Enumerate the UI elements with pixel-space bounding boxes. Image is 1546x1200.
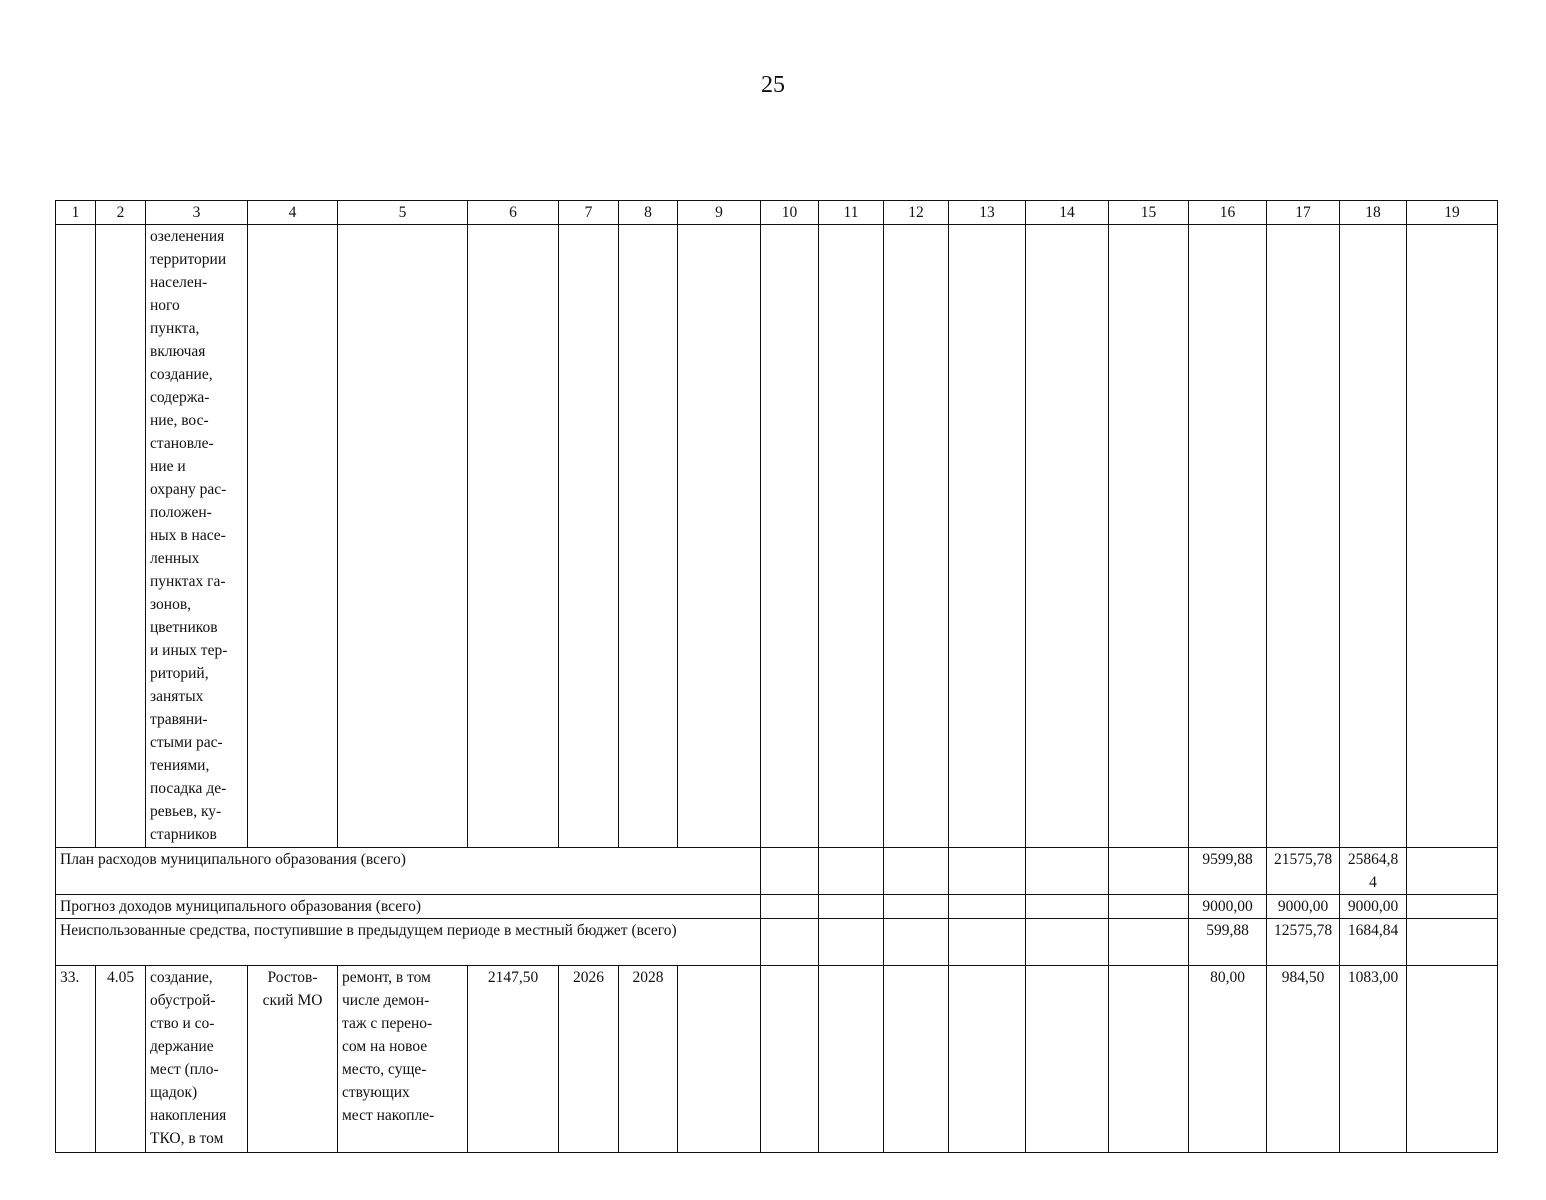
header-cell: 14 (1026, 201, 1109, 225)
table-cell (619, 225, 678, 848)
table-cell (96, 225, 146, 848)
summary-row-income (56, 895, 1498, 919)
table-cell (1026, 225, 1109, 848)
table-cell (559, 225, 619, 848)
header-cell: 17 (1267, 201, 1340, 225)
header-cell: 16 (1189, 201, 1267, 225)
cell-text-line: ние, вос- (150, 412, 209, 429)
cell-text-line: ние и (150, 458, 186, 475)
cell-text-line: накопления (150, 1107, 227, 1124)
table-cell (1407, 966, 1498, 1153)
cell-text-line: ремонт, в том (342, 969, 431, 986)
header-cell: 15 (1109, 201, 1189, 225)
header-cell: 7 (559, 201, 619, 225)
cell-text-line: обустрой- (150, 992, 216, 1009)
cell-text-line: таж с перено- (342, 1015, 433, 1032)
header-cell: 8 (619, 201, 678, 225)
table-cell (884, 225, 949, 848)
cell-text-line: включая (150, 343, 206, 360)
cell-text-line: старников (150, 826, 217, 843)
table-cell (761, 895, 819, 919)
table-cell (1340, 225, 1407, 848)
cell-text-line: зонов, (150, 596, 192, 613)
cell-text-line: ский МО (262, 992, 323, 1009)
header-cell: 1 (56, 201, 96, 225)
cell-text-line: населен- (150, 274, 208, 291)
table-cell (761, 848, 819, 895)
value-cell: 80,00 (1189, 966, 1267, 1153)
municipality-cell (248, 966, 338, 1153)
table-cell (949, 966, 1026, 1153)
cell-text-line: ных в насе- (150, 527, 226, 544)
cell-text-line: пунктах га- (150, 573, 226, 590)
cell-text-line: создание, (150, 366, 213, 383)
table-cell (884, 848, 949, 895)
start-year-cell: 2026 (559, 966, 619, 1153)
table-cell (1026, 895, 1109, 919)
page-number: 25 (761, 72, 785, 98)
cell-text-line: занятых (150, 688, 204, 705)
value-cell: 9599,88 (1189, 848, 1267, 895)
table-cell (468, 225, 559, 848)
table-cell (1109, 966, 1189, 1153)
header-row (56, 201, 1498, 225)
summary-label: Неиспользованные средства, поступившие в предыдущем периоде в местный бюджет (всего) (56, 919, 761, 966)
cell-text-line: стыми рас- (150, 734, 223, 751)
value-cell: 9000,00 (1267, 895, 1340, 919)
table-cell (1026, 919, 1109, 966)
table-cell (1026, 848, 1109, 895)
header-cell: 19 (1407, 201, 1498, 225)
activity-description-cell (146, 225, 248, 848)
cell-text-line: становле- (150, 435, 214, 452)
table-cell (884, 895, 949, 919)
table-cell (949, 848, 1026, 895)
cost-cell: 2147,50 (468, 966, 559, 1153)
table-cell (1109, 848, 1189, 895)
table-cell (1026, 966, 1109, 1153)
activity-description-cell (146, 966, 248, 1153)
header-cell: 10 (761, 201, 819, 225)
work-description-cell (338, 966, 468, 1153)
table-row-continuation (56, 225, 1498, 848)
cell-text-line: ТКО, в том (150, 1130, 224, 1147)
cell-text-line: тениями, (150, 757, 210, 774)
header-cell: 9 (678, 201, 761, 225)
cell-text-line: ного (150, 297, 180, 314)
cell-text-line: ленных (150, 550, 200, 567)
header-cell: 12 (884, 201, 949, 225)
header-cell: 4 (248, 201, 338, 225)
table-cell (338, 225, 468, 848)
cell-text-line: риторий, (150, 665, 209, 682)
header-cell: 2 (96, 201, 146, 225)
summary-label: Прогноз доходов муниципального образования (всего) (56, 895, 761, 919)
value-cell: 25864,84 (1340, 848, 1407, 895)
table-cell (56, 225, 96, 848)
cell-text-line: Ростов- (267, 969, 318, 986)
table-cell (819, 966, 884, 1153)
cell-text-line: ствующих (342, 1084, 410, 1101)
cell-text-line: сом на новое (342, 1038, 428, 1055)
table-cell (1109, 225, 1189, 848)
cell-text-line: мест накопле- (342, 1107, 435, 1124)
table-cell (1407, 895, 1498, 919)
cell-text-line: держание (150, 1038, 214, 1055)
cell-text-line: содержа- (150, 389, 210, 406)
cell-text-line: травяни- (150, 711, 208, 728)
cell-text-line: положен- (150, 504, 212, 521)
cell-text-line: ревьев, ку- (150, 803, 222, 820)
table-cell (1407, 225, 1498, 848)
table-cell (761, 225, 819, 848)
cell-text-line: числе демон- (342, 992, 430, 1009)
header-cell: 6 (468, 201, 559, 225)
table-cell (1109, 919, 1189, 966)
table-cell (761, 919, 819, 966)
cell-text-line: создание, (150, 969, 213, 986)
table-cell (761, 966, 819, 1153)
table-cell (1407, 848, 1498, 895)
table-cell (819, 848, 884, 895)
table-cell (949, 225, 1026, 848)
header-cell: 18 (1340, 201, 1407, 225)
table-cell (949, 895, 1026, 919)
table-cell (884, 919, 949, 966)
cell-text-line: место, суще- (342, 1061, 427, 1078)
cell-text-line: территории (150, 251, 227, 268)
value-cell: 984,50 (1267, 966, 1340, 1153)
cell-text-line: и иных тер- (150, 642, 228, 659)
header-cell: 5 (338, 201, 468, 225)
value-cell: 12575,78 (1267, 919, 1340, 966)
row-number-cell: 33. (56, 966, 96, 1153)
summary-row-expenses (56, 848, 1498, 895)
value-cell: 9000,00 (1340, 895, 1407, 919)
value-cell: 599,88 (1189, 919, 1267, 966)
table-cell (949, 919, 1026, 966)
table-cell (1407, 919, 1498, 966)
end-year-cell: 2028 (619, 966, 678, 1153)
table-cell (819, 895, 884, 919)
table-cell (678, 225, 761, 848)
value-cell: 1684,84 (1340, 919, 1407, 966)
table-cell (819, 225, 884, 848)
table-cell (678, 966, 761, 1153)
cell-text-line: мест (пло- (150, 1061, 219, 1078)
table-row-33 (56, 966, 1498, 1153)
summary-row-unused-funds (56, 919, 1498, 966)
value-cell: 1083,00 (1340, 966, 1407, 1153)
table-cell (1267, 225, 1340, 848)
header-cell: 3 (146, 201, 248, 225)
value-cell: 21575,78 (1267, 848, 1340, 895)
cell-text-line: озеленения (150, 228, 225, 245)
cell-text-line: охрану рас- (150, 481, 227, 498)
code-cell: 4.05 (96, 966, 146, 1153)
cell-text-line: ство и со- (150, 1015, 215, 1032)
summary-label: План расходов муниципального образования (всего) (56, 848, 761, 895)
table-cell (884, 966, 949, 1153)
header-cell: 11 (819, 201, 884, 225)
header-cell: 13 (949, 201, 1026, 225)
cell-text-line: пункта, (150, 320, 200, 337)
value-cell: 9000,00 (1189, 895, 1267, 919)
table-cell (248, 225, 338, 848)
cell-text-line: цветников (150, 619, 218, 636)
table-cell (1109, 895, 1189, 919)
cell-text-line: посадка де- (150, 780, 227, 797)
table-cell (1189, 225, 1267, 848)
budget-table (55, 200, 1498, 1153)
cell-text-line: щадок) (150, 1084, 198, 1101)
table-cell (819, 919, 884, 966)
